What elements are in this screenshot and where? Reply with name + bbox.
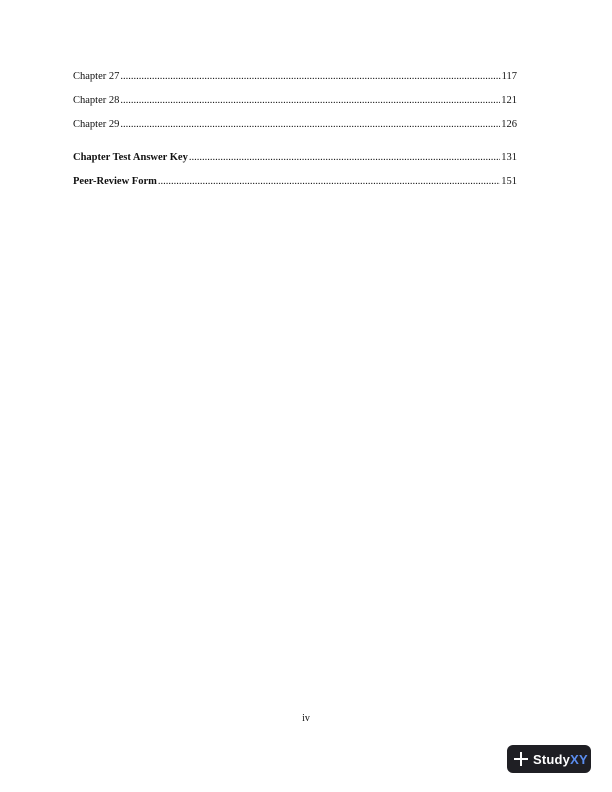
table-of-contents: [73, 70, 517, 199]
toc-dot-leader: [120, 70, 500, 84]
toc-entry-chapter-test-answer-key[interactable]: [73, 151, 517, 165]
toc-entry-label: Chapter 27: [73, 71, 120, 82]
toc-dot-leader: [189, 151, 500, 165]
toc-entry-chapter-28[interactable]: [73, 94, 517, 108]
toc-entry-label: Chapter Test Answer Key: [73, 152, 188, 163]
toc-entry-chapter-27[interactable]: [73, 70, 517, 84]
brand-main-text: Study: [533, 751, 571, 767]
toc-entry-page: 126: [501, 119, 517, 130]
plus-icon: [514, 752, 528, 766]
toc-entry-label: Chapter 28: [73, 95, 120, 106]
toc-entry-peer-review-form[interactable]: [73, 175, 517, 189]
brand-logo-text: [533, 752, 588, 767]
toc-entry-chapter-29[interactable]: [73, 118, 517, 132]
toc-dot-leader: [120, 94, 500, 108]
toc-entry-label: Peer-Review Form: [73, 176, 157, 187]
toc-entry-page: 121: [501, 95, 517, 106]
toc-entry-label: Chapter 29: [73, 119, 120, 130]
brand-accent-text: XY: [570, 751, 588, 767]
toc-entry-page: 151: [501, 176, 517, 187]
studyxy-watermark-badge[interactable]: [507, 745, 591, 773]
toc-dot-leader: [158, 175, 500, 189]
page-number: iv: [302, 713, 310, 724]
toc-entry-page: 117: [501, 71, 517, 82]
toc-dot-leader: [120, 118, 500, 132]
toc-entry-page: 131: [501, 152, 517, 163]
